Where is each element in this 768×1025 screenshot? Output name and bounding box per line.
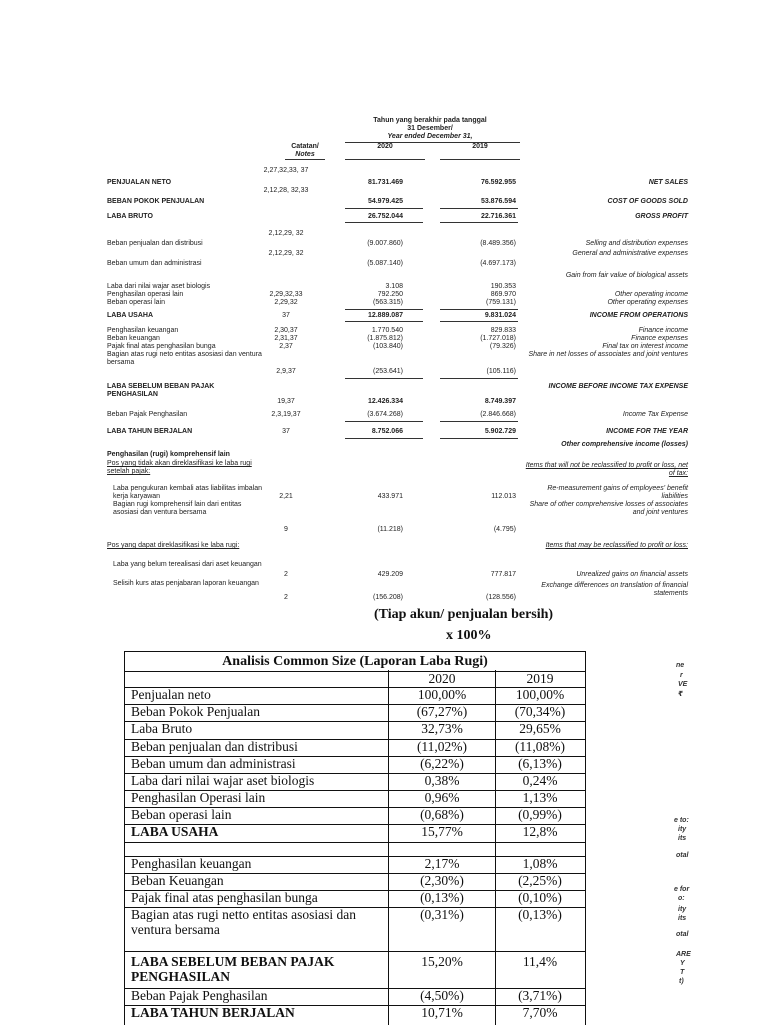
rule xyxy=(440,208,518,209)
row-label-en: INCOME FOR THE YEAR xyxy=(606,428,688,435)
row-value-2020: 12.426.334 xyxy=(367,398,403,405)
row-divider xyxy=(125,951,585,952)
oci-remeasure-2019: 112.013 xyxy=(491,493,516,500)
row-divider xyxy=(125,842,585,843)
row-label-en: Finance expenses xyxy=(631,335,688,342)
side-fragment: ity xyxy=(678,906,687,913)
rule xyxy=(440,438,518,439)
rule xyxy=(440,321,518,322)
col2019-rule xyxy=(440,159,520,160)
row-value-2019: 829.833 xyxy=(490,327,516,334)
row-value-2020: (9.007.860) xyxy=(367,240,403,247)
oci-reclass-en: Items that may be reclassified to profit or loss: xyxy=(545,542,688,549)
oci-fx-en: Exchange differences on translation of financial statements xyxy=(541,582,688,598)
row-value-2019: 1,13% xyxy=(522,790,558,805)
row-value-2020: 8.752.066 xyxy=(371,428,403,435)
row-value-2019: 5.902.729 xyxy=(484,428,516,435)
row-label: Penghasilan keuangan xyxy=(131,856,252,871)
row-value-2020: (563.315) xyxy=(373,299,403,306)
row-note: 37 xyxy=(282,428,290,435)
row-value-2019: 1,08% xyxy=(522,856,558,871)
row-label-en: Other operating expenses xyxy=(607,299,688,306)
row-value-2020: (2,30%) xyxy=(420,873,464,888)
row-note: 19,37 xyxy=(277,398,295,405)
oci-unreal-2019: 777.817 xyxy=(490,571,516,578)
rule xyxy=(440,222,518,223)
row-label-en: Income Tax Expense xyxy=(622,411,688,418)
oci-title: Penghasilan (rugi) komprehensif lain xyxy=(107,451,230,458)
side-fragment: otal xyxy=(676,852,689,859)
row-value-2020: (1.875.812) xyxy=(367,335,403,342)
row-value-2019: 76.592.955 xyxy=(480,179,516,186)
row-label: Bagian atas rugi netto entitas asosiasi dan ventura bersama xyxy=(131,907,356,937)
row-note: 2,30,37 xyxy=(274,327,298,334)
row-value-2020: 32,73% xyxy=(421,721,463,736)
row-label: Penghasilan operasi lain xyxy=(107,291,184,298)
row-label: LABA BRUTO xyxy=(107,213,153,220)
side-fragment: e to: xyxy=(674,817,689,824)
side-fragment: T xyxy=(680,969,685,976)
row-value-2019: 190.353 xyxy=(490,283,516,290)
row-label-en: Gain from fair value of biological assets xyxy=(565,272,688,279)
row-label: Beban keuangan xyxy=(107,335,160,342)
row-value-2019: (2.846.668) xyxy=(480,411,516,418)
row-label: LABA TAHUN BERJALAN xyxy=(131,1005,295,1020)
row-label: Bagian atas rugi neto entitas asosiasi dan ventura bersama xyxy=(107,351,262,367)
row-label: Beban umum dan administrasi xyxy=(131,756,296,771)
rule xyxy=(345,208,423,209)
side-fragment: t) xyxy=(679,978,684,985)
row-value-2019: (1.727.018) xyxy=(480,335,516,342)
row-label: Laba dari nilai wajar aset biologis xyxy=(107,283,211,290)
row-value-2019: (8.489.356) xyxy=(480,240,516,247)
row-value-2020: (0,31%) xyxy=(420,907,464,922)
row-value-2019: 8.749.397 xyxy=(484,398,516,405)
row-note: 2,3,19,37 xyxy=(271,411,301,418)
oci-share-2020: (11.218) xyxy=(377,526,403,533)
side-fragment: r xyxy=(680,672,683,679)
side-fragment: ne xyxy=(676,662,685,669)
row-label-en: Selling and distribution expenses xyxy=(585,240,688,247)
side-fragment: otal xyxy=(676,931,689,938)
row-value-2020: (67,27%) xyxy=(416,704,468,719)
rule xyxy=(440,378,518,379)
row-label: Beban Pajak Penghasilan xyxy=(131,988,268,1003)
column-notes: Catatan/ xyxy=(291,143,319,150)
row-value-2019: 100,00% xyxy=(515,687,565,702)
common-size-table xyxy=(124,651,586,1025)
row-label: LABA TAHUN BERJALAN xyxy=(107,428,193,435)
row-value-2019: (0,13%) xyxy=(518,907,562,922)
row-note: 2,37 xyxy=(279,343,293,350)
row-value-2019: (2,25%) xyxy=(518,873,562,888)
row-label: Laba dari nilai wajar aset biologis xyxy=(131,773,315,788)
row-label-en: INCOME FROM OPERATIONS xyxy=(589,312,688,319)
oci-remeasure-label: Laba pengukuran kembali atas liabilitas imbalan kerja karyawan xyxy=(113,485,263,501)
oci-fx-2020: (156.208) xyxy=(373,594,403,601)
row-value-2020: 792.250 xyxy=(377,291,403,298)
row-value-2020: 0,38% xyxy=(424,773,460,788)
notes-rule xyxy=(285,159,325,160)
row-label: Beban umum dan administrasi xyxy=(107,260,202,267)
oci-remeasure-note: 2,21 xyxy=(279,493,293,500)
row-label: Beban Pokok Penjualan xyxy=(131,704,260,719)
row-value-2019: (0,10%) xyxy=(518,890,562,905)
row-label: LABA USAHA xyxy=(131,824,219,839)
row-label: Beban penjualan dan distribusi xyxy=(131,739,298,754)
row-value-2019: (105.116) xyxy=(486,368,516,375)
oci-title-en: Other comprehensive income (losses) xyxy=(561,441,688,448)
oci-share-en: Share of other comprehensive losses of associates and joint ventures xyxy=(529,501,688,517)
row-note: 2,29,32 xyxy=(274,299,298,306)
row-label-en: COST OF GOODS SOLD xyxy=(607,198,688,205)
row-value-2020: (0,68%) xyxy=(420,807,464,822)
row-value-2019: 9.831.024 xyxy=(484,312,516,319)
header-2019: 2019 xyxy=(526,671,554,686)
row-label: Penghasilan Operasi lain xyxy=(131,790,266,805)
row-label: Penghasilan keuangan xyxy=(107,327,179,334)
col2020-rule xyxy=(345,159,425,160)
formula-line1: (Tiap akun/ penjualan bersih) xyxy=(374,607,554,622)
side-fragment: its xyxy=(678,915,687,922)
oci-fx-label: Selisih kurs atas penjabaran laporan keuangan xyxy=(113,580,259,587)
row-value-2019: (4.697.173) xyxy=(480,260,516,267)
row-label-en: Final tax on interest income xyxy=(602,343,688,350)
row-note: 2,12,29, 32 xyxy=(268,250,304,257)
row-note: 37 xyxy=(282,312,290,319)
row-value-2020: (4,50%) xyxy=(420,988,464,1003)
row-note: 2,27,32,33, 37 xyxy=(263,167,309,174)
rule xyxy=(440,421,518,422)
row-label: Penjualan neto xyxy=(131,687,211,702)
row-value-2020: (253.641) xyxy=(373,368,403,375)
row-value-2019: 7,70% xyxy=(522,1005,558,1020)
oci-remeasure-2020: 433.971 xyxy=(377,493,403,500)
rule xyxy=(345,309,423,310)
row-value-2020: (6,22%) xyxy=(420,756,464,771)
row-label-en: Share in net losses of associates and joint ventures xyxy=(528,351,688,358)
rule xyxy=(345,438,423,439)
row-label: LABA SEBELUM BEBAN PAJAK PENGHASILAN xyxy=(131,954,335,984)
rule xyxy=(345,378,423,379)
period-header-en: Year ended December 31, xyxy=(387,133,473,140)
row-value-2019: (759.131) xyxy=(486,299,516,306)
oci-fx-2019: (128.556) xyxy=(486,594,516,601)
oci-unreal-2020: 429.209 xyxy=(377,571,403,578)
row-label: Beban operasi lain xyxy=(131,807,232,822)
row-value-2020: (11,02%) xyxy=(416,739,468,754)
row-label: LABA USAHA xyxy=(107,312,154,319)
row-value-2020: (103.840) xyxy=(373,343,403,350)
row-value-2019: 0,24% xyxy=(522,773,558,788)
rule xyxy=(440,309,518,310)
oci-not-reclass: Pos yang tidak akan direklasifikasi ke laba rugi setelah pajak: xyxy=(107,460,252,476)
oci-unreal-label: Laba yang belum terealisasi dari aset keuangan xyxy=(113,561,262,568)
oci-remeasure-en: Re-measurement gains of employees' benefit liabilities xyxy=(547,485,688,501)
row-value-2019: 22.716.361 xyxy=(480,213,516,220)
header-2020: 2020 xyxy=(428,671,456,686)
row-label: PENJUALAN NETO xyxy=(107,179,172,186)
row-value-2019: (11,08%) xyxy=(514,739,566,754)
row-label: Laba Bruto xyxy=(131,721,193,736)
row-value-2019: 869.970 xyxy=(490,291,516,298)
column-2019: 2019 xyxy=(472,143,488,150)
row-value-2020: 2,17% xyxy=(424,856,460,871)
row-value-2020: (0,13%) xyxy=(420,890,464,905)
period-header-line1: Tahun yang berakhir pada tanggal xyxy=(373,117,487,124)
row-label: BEBAN POKOK PENJUALAN xyxy=(107,198,205,205)
oci-reclass: Pos yang dapat direklasifikasi ke laba rugi: xyxy=(107,542,240,549)
row-value-2020: (3.674.268) xyxy=(367,411,403,418)
row-value-2020: 26.752.044 xyxy=(367,213,403,220)
rule xyxy=(345,321,423,322)
side-fragment: Y xyxy=(680,960,685,967)
row-value-2019: (6,13%) xyxy=(518,756,562,771)
row-value-2020: 0,96% xyxy=(424,790,460,805)
rule xyxy=(345,421,423,422)
side-fragment: its xyxy=(678,835,687,842)
row-label-en: INCOME BEFORE INCOME TAX EXPENSE xyxy=(548,383,688,390)
formula-line2: x 100% xyxy=(446,628,492,643)
row-label: Pajak final atas penghasilan bunga xyxy=(107,343,216,350)
row-label: LABA SEBELUM BEBAN PAJAK PENGHASILAN xyxy=(107,383,215,399)
row-value-2020: 54.979.425 xyxy=(367,198,403,205)
row-label: Beban Pajak Penghasilan xyxy=(107,411,188,418)
oci-share-note: 9 xyxy=(284,526,288,533)
oci-unreal-en: Unrealized gains on financial assets xyxy=(576,571,688,578)
rule xyxy=(345,222,423,223)
oci-not-reclass-en: Items that will not be reclassified to profit or loss, net of tax: xyxy=(525,462,688,478)
side-fragment: ₹ xyxy=(678,691,683,698)
row-note: 2,12,28, 32,33 xyxy=(263,187,309,194)
row-value-2020: 10,71% xyxy=(421,1005,463,1020)
row-value-2020: 1.770.540 xyxy=(371,327,403,334)
row-value-2019: (70,34%) xyxy=(514,704,566,719)
row-value-2019: 29,65% xyxy=(519,721,561,736)
row-value-2020: 15,20% xyxy=(421,954,463,969)
oci-fx-note: 2 xyxy=(284,594,288,601)
row-value-2019: 11,4% xyxy=(522,954,558,969)
period-header-line2: 31 Desember/ xyxy=(407,125,453,132)
column-2020: 2020 xyxy=(377,143,393,150)
row-note: 2,9,37 xyxy=(276,368,296,375)
oci-share-2019: (4.795) xyxy=(493,526,516,533)
row-label: Pajak final atas penghasilan bunga xyxy=(131,890,318,905)
row-value-2019: (3,71%) xyxy=(518,988,562,1003)
oci-unreal-note: 2 xyxy=(284,571,288,578)
row-label: Beban penjualan dan distribusi xyxy=(107,240,203,247)
row-value-2020: 3.108 xyxy=(385,283,403,290)
row-label-en: NET SALES xyxy=(648,179,688,186)
side-fragment: VE xyxy=(678,681,688,688)
row-value-2020: 12.889.087 xyxy=(367,312,403,319)
row-value-2020: 81.731.469 xyxy=(367,179,403,186)
oci-share-label: Bagian rugi komprehensif lain dari entitas asosiasi dan ventura bersama xyxy=(113,501,242,517)
row-value-2020: (5.087.140) xyxy=(367,260,403,267)
row-value-2019: (0,99%) xyxy=(518,807,562,822)
side-fragment: e for xyxy=(674,886,690,893)
row-value-2020: 100,00% xyxy=(417,687,467,702)
row-note: 2,29,32,33 xyxy=(269,291,303,298)
row-label-en: General and administrative expenses xyxy=(572,250,688,257)
side-fragment: o: xyxy=(678,895,685,902)
table-title: Analisis Common Size (Laporan Laba Rugi) xyxy=(222,654,488,669)
row-label-en: GROSS PROFIT xyxy=(635,213,688,220)
row-label: Beban operasi lain xyxy=(107,299,165,306)
side-fragment: ARE xyxy=(676,951,691,958)
column-notes-en: Notes xyxy=(295,151,315,158)
row-label: Beban Keuangan xyxy=(131,873,224,888)
row-value-2020: 15,77% xyxy=(421,824,463,839)
row-value-2019: 53.876.594 xyxy=(480,198,516,205)
row-value-2019: (79.326) xyxy=(489,343,516,350)
row-note: 2,31,37 xyxy=(274,335,298,342)
side-fragment: ity xyxy=(678,826,687,833)
row-label-en: Other operating income xyxy=(614,291,688,298)
row-label-en: Finance income xyxy=(638,327,688,334)
row-value-2019: 12,8% xyxy=(522,824,558,839)
row-note: 2,12,29, 32 xyxy=(268,230,304,237)
